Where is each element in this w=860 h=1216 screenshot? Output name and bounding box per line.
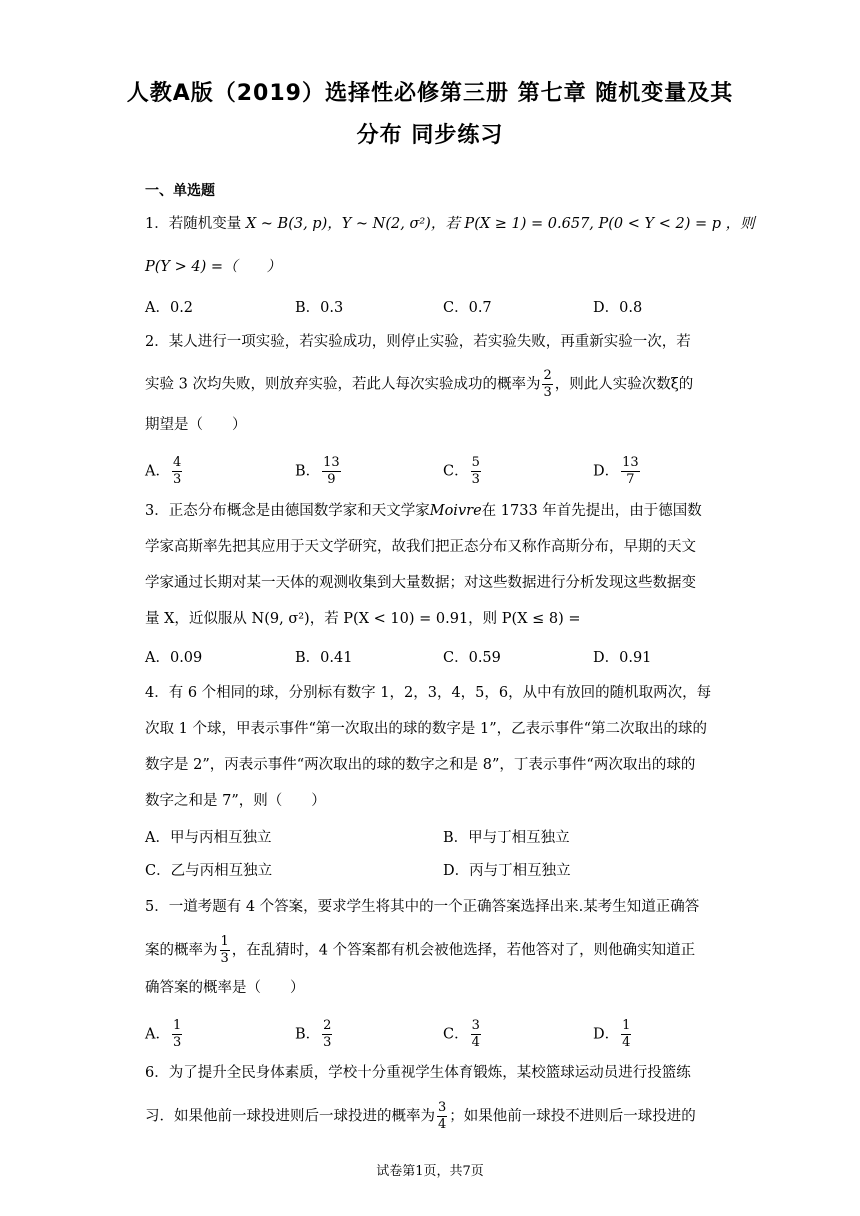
q1-option-a[interactable]: A．0.2 [145,300,194,316]
q5-d-label: D． [593,1026,620,1043]
q2-c-label: C． [443,463,469,480]
q2-d-den: 7 [626,472,635,487]
q3-option-b[interactable]: B．0.41 [295,650,353,666]
q5-d-fraction [621,1018,631,1051]
q2-frac-num: 2 [543,368,552,383]
q5-a-num: 1 [172,1018,182,1033]
q3-line-2: 学家高斯率先把其应用于天文学研究，故我们把正态分布又称作高斯分布，早期的天文 [145,539,696,555]
q6-frac-den: 4 [438,1117,447,1132]
q2-c-num: 5 [471,455,480,470]
q5-c-num: 3 [471,1018,480,1033]
q4-option-a[interactable]: A．甲与丙相互独立 [145,830,272,846]
q1-line-2: P(Y > 4) =（ ） [145,259,281,275]
q5-a-label: A． [145,1026,170,1043]
q3-option-d[interactable]: D．0.91 [593,650,652,666]
q5-line-3: 确答案的概率是（ ） [145,980,305,996]
q2-c-den: 3 [471,472,480,487]
q6-text-a: 习．如果他前一球投进则后一球投进的概率为 [145,1108,435,1125]
q5-b-label: B． [295,1026,321,1043]
doc-title-line-2: 分布 同步练习 [356,123,504,148]
q6-fraction [437,1100,447,1133]
q1-line-1 [145,214,755,234]
q5-option-a[interactable] [145,1018,184,1051]
q5-d-num: 1 [622,1018,631,1033]
section-heading: 一、单选题 [145,183,215,199]
q3-text-b: 在 1733 年首先提出，由于德国数 [481,503,702,519]
q5-option-c[interactable] [443,1018,483,1051]
q4-option-d[interactable]: D．丙与丁相互独立 [443,863,571,879]
q2-text-a: 实验 3 次均失败，则放弃实验，若此人每次实验成功的概率为 [145,376,541,393]
q5-a-fraction [172,1018,182,1051]
q5-c-fraction [471,1018,481,1051]
q1-option-d[interactable]: D．0.8 [593,300,643,316]
q5-c-label: C． [443,1026,469,1043]
q3-line-4: 量 X，近似服从 N(9, σ²)，若 P(X < 10) = 0.91，则 P(X ≤ 8) = [145,611,581,627]
q5-text-a: 案的概率为 [145,942,218,959]
q2-d-fraction [621,455,640,488]
q5-b-den: 3 [323,1035,332,1050]
q2-b-fraction [322,455,341,488]
q2-frac-den: 3 [543,385,552,400]
q4-option-b[interactable]: B．甲与丁相互独立 [443,830,570,846]
q4-line-1: 4．有 6 个相同的球，分别标有数字 1，2，3，4，5，6，从中有放回的随机取两次，每 [145,685,712,701]
page-footer: 试卷第1页，共7页 [376,1164,484,1179]
q3-name: Moivre [429,503,482,519]
q4-line-3: 数字是 2”，丙表示事件“两次取出的球的数字之和是 8”，丁表示事件“两次取出的球的 [145,757,696,773]
q5-option-b[interactable] [295,1018,334,1051]
q2-b-label: B． [295,463,321,480]
q4-line-4: 数字之和是 7”，则（ ） [145,793,326,809]
q4-option-c[interactable]: C．乙与丙相互独立 [145,863,273,879]
q1-text-b: X ~ B(3, p)，Y ~ N(2, σ²)，若 P(X ≥ 1) = 0.657, P(0 < Y < 2) = p ，则 [245,216,755,232]
q6-text-b: ；如果他前一球投不进则后一球投进的 [449,1108,696,1125]
q1-option-b[interactable]: B．0.3 [295,300,344,316]
q5-line-1: 5．一道考题有 4 个答案，要求学生将其中的一个正确答案选择出来.某考生知道正确答 [145,899,700,915]
q5-d-den: 4 [622,1035,631,1050]
q2-line-1: 2．某人进行一项实验，若实验成功，则停止实验，若实验失败，再重新实验一次，若 [145,334,691,350]
q3-option-a[interactable]: A．0.09 [145,650,203,666]
q1-text-a: 1．若随机变量 [145,216,242,232]
q6-frac-num: 3 [438,1100,447,1115]
q2-a-label: A． [145,463,170,480]
q2-a-den: 3 [172,472,182,487]
q3-text-a: 3．正态分布概念是由德国数学家和天文学家 [145,503,430,519]
q5-line-2 [145,934,695,967]
q2-option-a[interactable] [145,455,184,488]
q2-d-label: D． [593,463,620,480]
q4-line-2: 次取 1 个球，甲表示事件“第一次取出的球的数字是 1”，乙表示事件“第二次取出的球的 [145,721,708,737]
q3-option-c[interactable]: C．0.59 [443,650,501,666]
q5-frac-num: 1 [220,934,229,949]
q2-a-num: 4 [172,455,182,470]
q5-text-b: ，在乱猜时，4 个答案都有机会被他选择，若他答对了，则他确实知道正 [231,942,696,959]
q6-line-1: 6．为了提升全民身体素质，学校十分重视学生体育锻炼，某校篮球运动员进行投篮练 [145,1065,691,1081]
q3-line-1 [145,501,702,521]
q5-frac-den: 3 [220,951,229,966]
q5-c-den: 4 [471,1035,480,1050]
q2-b-num: 13 [323,455,340,470]
q2-option-c[interactable] [443,455,483,488]
q5-option-d[interactable] [593,1018,633,1051]
q2-option-d[interactable] [593,455,642,488]
q2-text-b: ，则此人实验次数ξ的 [554,376,694,393]
q2-b-den: 9 [327,472,336,487]
q2-a-fraction [172,455,182,488]
q5-b-fraction [322,1018,332,1051]
q2-c-fraction [471,455,481,488]
q2-option-b[interactable] [295,455,343,488]
q2-d-num: 13 [622,455,639,470]
q5-b-num: 2 [323,1018,332,1033]
q5-fraction [220,934,230,967]
q2-fraction [542,368,552,401]
q2-line-2 [145,368,693,401]
q3-line-3: 学家通过长期对某一天体的观测收集到大量数据；对这些数据进行分析发现这些数据变 [145,575,696,591]
q1-option-c[interactable]: C．0.7 [443,300,492,316]
q2-line-3: 期望是（ ） [145,417,247,433]
q6-line-2 [145,1100,696,1133]
q5-a-den: 3 [172,1035,182,1050]
doc-title-line-1: 人教A版（2019）选择性必修第三册 第七章 随机变量及其 [126,81,734,106]
